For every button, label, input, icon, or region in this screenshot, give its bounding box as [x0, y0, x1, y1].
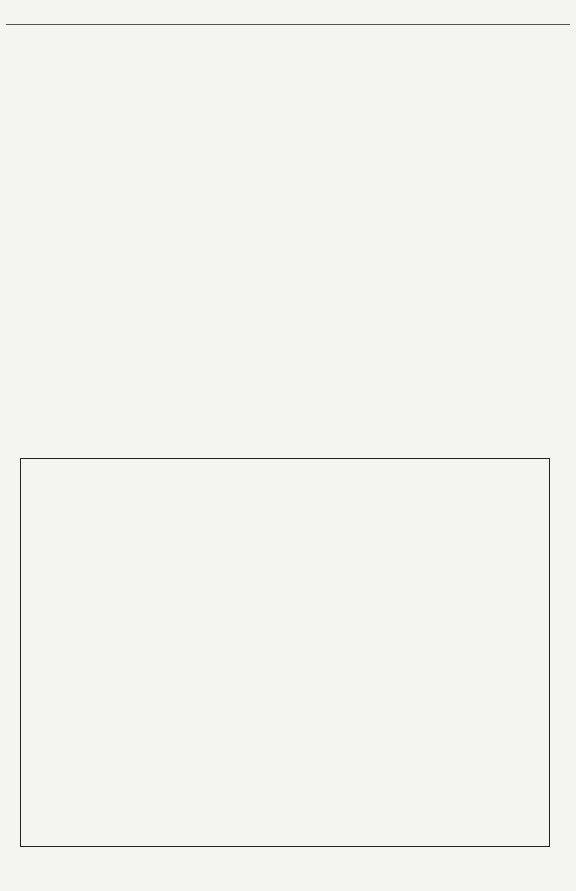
header-rule — [6, 24, 570, 25]
notice-board — [20, 458, 550, 847]
